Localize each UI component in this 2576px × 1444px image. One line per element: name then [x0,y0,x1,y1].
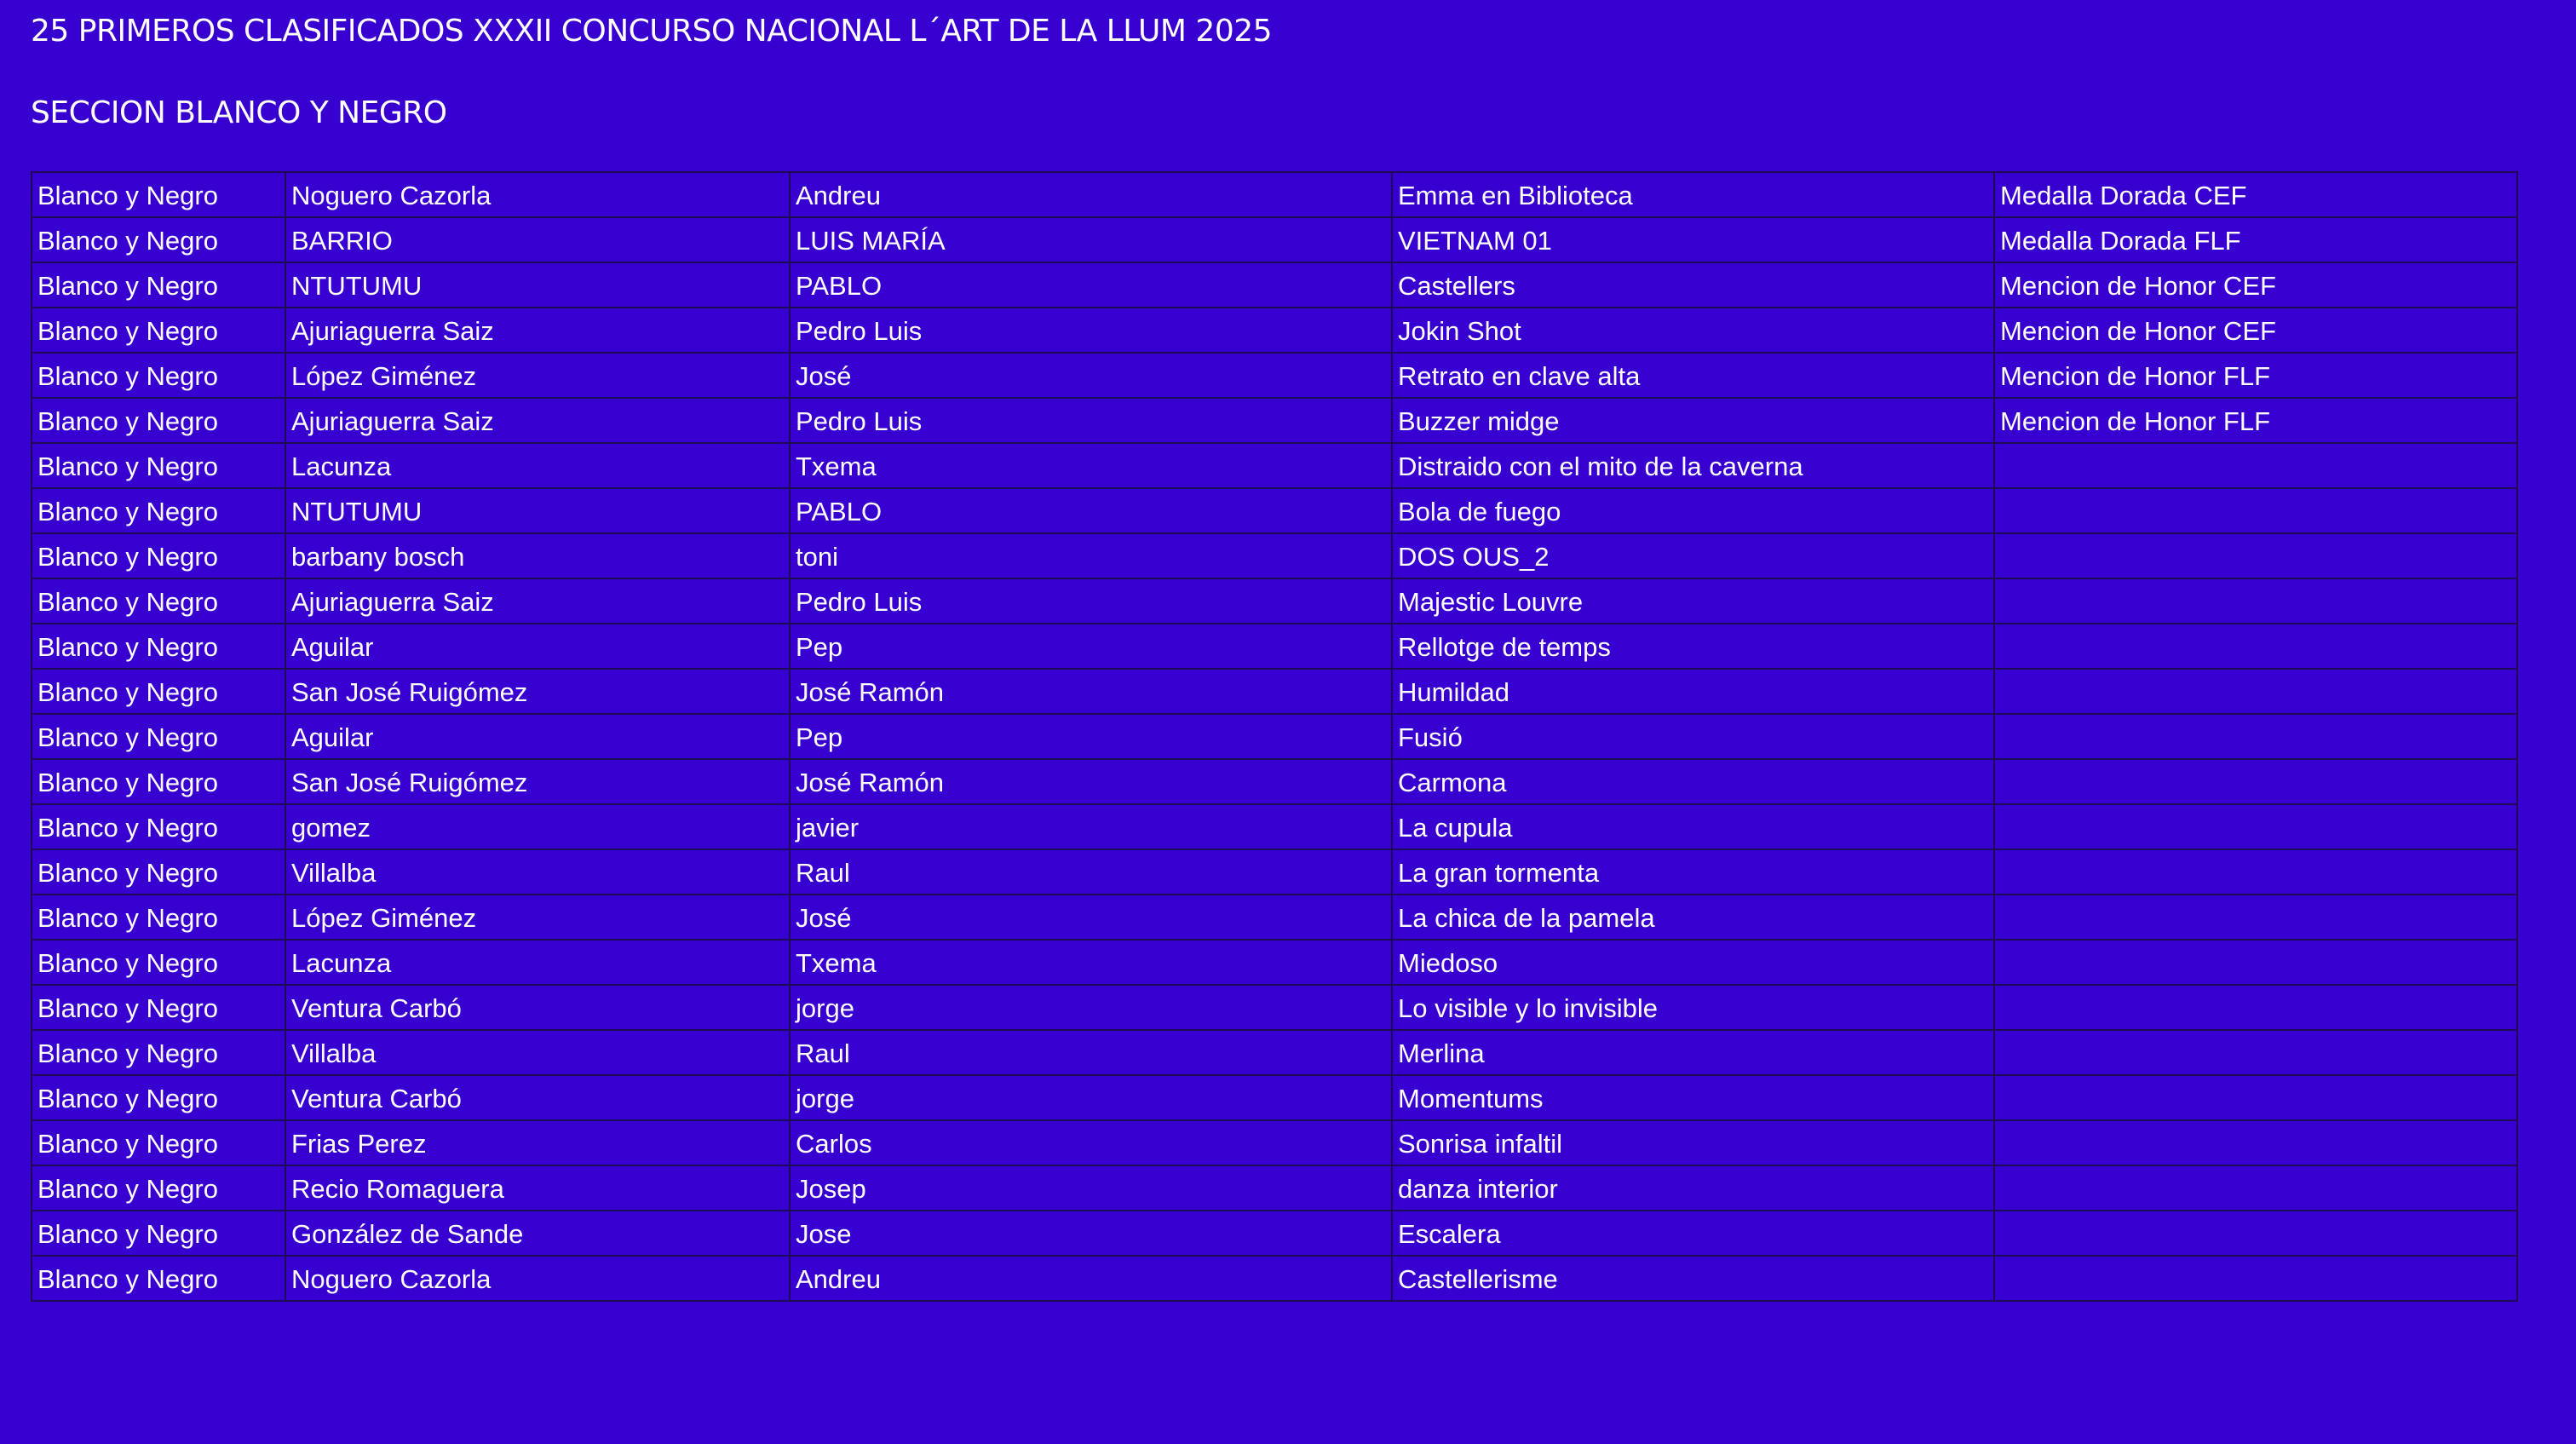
award-cell [1994,804,2517,849]
surname-cell: NTUTUMU [285,488,790,533]
table-row [32,488,2517,533]
section-cell: Blanco y Negro [32,488,285,533]
photo-title-cell: Emma en Biblioteca [1392,172,1994,217]
award-cell [1994,714,2517,759]
photo-title-cell: Miedoso [1392,940,1994,985]
photo-title-cell: La chica de la pamela [1392,895,1994,940]
name-cell: Raul [790,849,1392,895]
section-cell: Blanco y Negro [32,759,285,804]
name-cell: Txema [790,940,1392,985]
surname-cell: barbany bosch [285,533,790,578]
award-cell [1994,533,2517,578]
surname-cell: Aguilar [285,714,790,759]
name-cell: Pedro Luis [790,578,1392,624]
table-row [32,1120,2517,1165]
photo-title-cell: Castellers [1392,262,1994,308]
section-cell: Blanco y Negro [32,1211,285,1256]
photo-title-cell: Majestic Louvre [1392,578,1994,624]
surname-cell: Ventura Carbó [285,1075,790,1120]
table-row [32,714,2517,759]
photo-title-cell: Distraido con el mito de la caverna [1392,443,1994,488]
award-cell [1994,1256,2517,1301]
table-row [32,1211,2517,1256]
surname-cell: López Giménez [285,353,790,398]
name-cell: PABLO [790,488,1392,533]
table-row [32,624,2517,669]
section-cell: Blanco y Negro [32,353,285,398]
name-cell: jorge [790,985,1392,1030]
name-cell: Pedro Luis [790,398,1392,443]
name-cell: javier [790,804,1392,849]
award-cell [1994,895,2517,940]
surname-cell: Lacunza [285,940,790,985]
surname-cell: Aguilar [285,624,790,669]
table-row [32,1256,2517,1301]
table-row [32,1030,2517,1075]
surname-cell: González de Sande [285,1211,790,1256]
section-cell: Blanco y Negro [32,714,285,759]
section-cell: Blanco y Negro [32,1075,285,1120]
name-cell: Andreu [790,1256,1392,1301]
award-cell [1994,985,2517,1030]
page-title: 25 PRIMEROS CLASIFICADOS XXXII CONCURSO NACIONAL L´ART DE LA LLUM 2025 [31,14,1273,49]
table-row [32,217,2517,262]
surname-cell: Frias Perez [285,1120,790,1165]
table-row [32,759,2517,804]
award-cell [1994,669,2517,714]
award-cell: Mencion de Honor FLF [1994,353,2517,398]
award-cell [1994,940,2517,985]
results-table-body [32,172,2517,1301]
photo-title-cell: DOS OUS_2 [1392,533,1994,578]
section-cell: Blanco y Negro [32,1120,285,1165]
name-cell: Josep [790,1165,1392,1211]
award-cell [1994,1120,2517,1165]
section-cell: Blanco y Negro [32,533,285,578]
table-row [32,1075,2517,1120]
surname-cell: Noguero Cazorla [285,172,790,217]
section-cell: Blanco y Negro [32,940,285,985]
surname-cell: Ajuriaguerra Saiz [285,308,790,353]
award-cell [1994,578,2517,624]
section-cell: Blanco y Negro [32,895,285,940]
table-row [32,895,2517,940]
award-cell: Mencion de Honor CEF [1994,262,2517,308]
award-cell [1994,849,2517,895]
photo-title-cell: La cupula [1392,804,1994,849]
surname-cell: Ajuriaguerra Saiz [285,578,790,624]
photo-title-cell: Buzzer midge [1392,398,1994,443]
table-row [32,985,2517,1030]
table-row [32,533,2517,578]
table-row [32,172,2517,217]
award-cell: Mencion de Honor FLF [1994,398,2517,443]
name-cell: José [790,353,1392,398]
photo-title-cell: Retrato en clave alta [1392,353,1994,398]
table-row [32,308,2517,353]
surname-cell: Noguero Cazorla [285,1256,790,1301]
name-cell: Carlos [790,1120,1392,1165]
section-cell: Blanco y Negro [32,624,285,669]
section-cell: Blanco y Negro [32,308,285,353]
table-row [32,804,2517,849]
photo-title-cell: Bola de fuego [1392,488,1994,533]
photo-title-cell: Jokin Shot [1392,308,1994,353]
surname-cell: San José Ruigómez [285,669,790,714]
surname-cell: BARRIO [285,217,790,262]
section-cell: Blanco y Negro [32,172,285,217]
table-row [32,443,2517,488]
name-cell: Txema [790,443,1392,488]
section-cell: Blanco y Negro [32,443,285,488]
surname-cell: San José Ruigómez [285,759,790,804]
name-cell: Pep [790,624,1392,669]
name-cell: toni [790,533,1392,578]
photo-title-cell: VIETNAM 01 [1392,217,1994,262]
section-cell: Blanco y Negro [32,669,285,714]
photo-title-cell: Rellotge de temps [1392,624,1994,669]
section-cell: Blanco y Negro [32,1256,285,1301]
award-cell [1994,759,2517,804]
name-cell: José Ramón [790,759,1392,804]
section-cell: Blanco y Negro [32,1165,285,1211]
section-cell: Blanco y Negro [32,262,285,308]
table-row [32,398,2517,443]
award-cell [1994,1165,2517,1211]
name-cell: José Ramón [790,669,1392,714]
award-cell [1994,1030,2517,1075]
surname-cell: Villalba [285,849,790,895]
table-row [32,849,2517,895]
surname-cell: Ajuriaguerra Saiz [285,398,790,443]
photo-title-cell: danza interior [1392,1165,1994,1211]
table-row [32,940,2517,985]
photo-title-cell: La gran tormenta [1392,849,1994,895]
photo-title-cell: Merlina [1392,1030,1994,1075]
section-cell: Blanco y Negro [32,217,285,262]
name-cell: Pedro Luis [790,308,1392,353]
photo-title-cell: Castellerisme [1392,1256,1994,1301]
photo-title-cell: Momentums [1392,1075,1994,1120]
section-cell: Blanco y Negro [32,849,285,895]
surname-cell: López Giménez [285,895,790,940]
table-row [32,262,2517,308]
name-cell: José [790,895,1392,940]
award-cell: Medalla Dorada FLF [1994,217,2517,262]
name-cell: Raul [790,1030,1392,1075]
section-cell: Blanco y Negro [32,578,285,624]
award-cell [1994,488,2517,533]
photo-title-cell: Escalera [1392,1211,1994,1256]
award-cell [1994,443,2517,488]
section-cell: Blanco y Negro [32,985,285,1030]
name-cell: PABLO [790,262,1392,308]
award-cell [1994,624,2517,669]
surname-cell: Ventura Carbó [285,985,790,1030]
photo-title-cell: Lo visible y lo invisible [1392,985,1994,1030]
surname-cell: gomez [285,804,790,849]
name-cell: Andreu [790,172,1392,217]
name-cell: jorge [790,1075,1392,1120]
surname-cell: NTUTUMU [285,262,790,308]
name-cell: Jose [790,1211,1392,1256]
section-cell: Blanco y Negro [32,398,285,443]
table-row [32,578,2517,624]
name-cell: Pep [790,714,1392,759]
table-row [32,353,2517,398]
award-cell [1994,1075,2517,1120]
section-cell: Blanco y Negro [32,1030,285,1075]
award-cell [1994,1211,2517,1256]
surname-cell: Lacunza [285,443,790,488]
photo-title-cell: Carmona [1392,759,1994,804]
surname-cell: Villalba [285,1030,790,1075]
results-table [31,171,2518,1302]
surname-cell: Recio Romaguera [285,1165,790,1211]
photo-title-cell: Sonrisa infaltil [1392,1120,1994,1165]
name-cell: LUIS MARÍA [790,217,1392,262]
section-cell: Blanco y Negro [32,804,285,849]
section-title: SECCION BLANCO Y NEGRO [31,95,447,130]
table-row [32,669,2517,714]
award-cell: Medalla Dorada CEF [1994,172,2517,217]
photo-title-cell: Humildad [1392,669,1994,714]
award-cell: Mencion de Honor CEF [1994,308,2517,353]
table-row [32,1165,2517,1211]
photo-title-cell: Fusió [1392,714,1994,759]
